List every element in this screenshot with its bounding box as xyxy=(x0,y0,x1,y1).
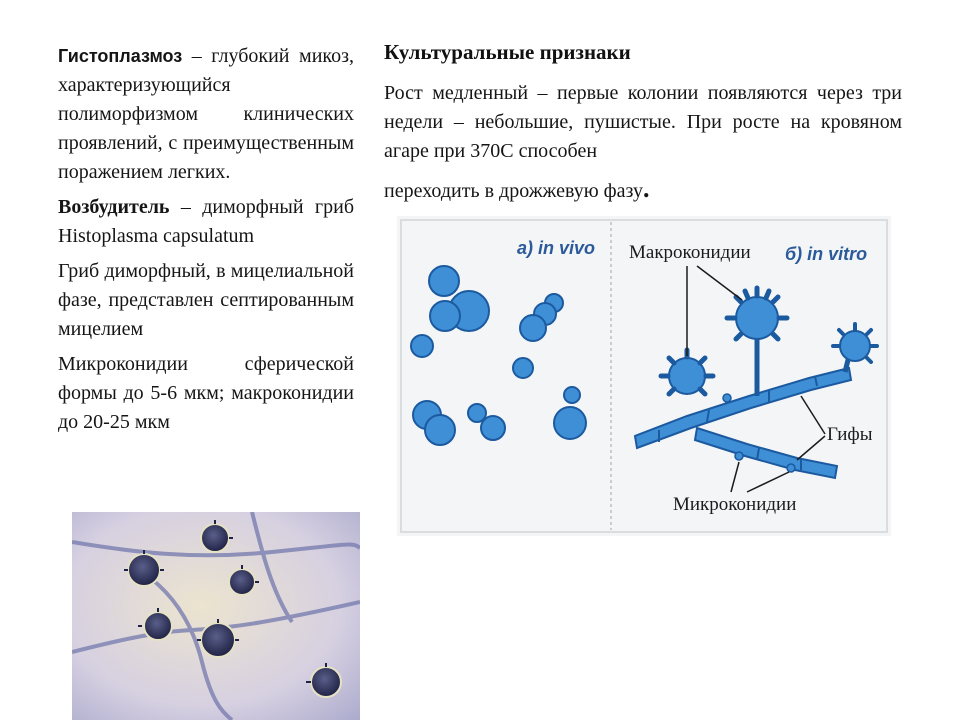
spore xyxy=(144,612,172,640)
left-text-column xyxy=(58,42,354,443)
spore xyxy=(311,667,341,697)
yeast-cell xyxy=(429,266,459,296)
pathogen-paragraph xyxy=(58,193,354,251)
spore xyxy=(128,554,160,586)
morphology-diagram xyxy=(397,216,891,536)
culture-last-line: переходить в дрожжевую фазу. xyxy=(384,174,650,203)
yeast-cell xyxy=(513,358,533,378)
culture-description xyxy=(384,79,902,206)
culture-text: Рост медленный – первые колонии появляются через три недели – небольшие, пушистые. При росте на кровяном агаре при 370С способен xyxy=(384,82,902,162)
yeast-cell xyxy=(468,404,486,422)
yeast-cell xyxy=(564,387,580,403)
spore xyxy=(229,569,255,595)
microconidium xyxy=(723,394,731,402)
label-in-vitro: б) in vitro xyxy=(785,244,868,264)
term-histoplasmosis: Гистоплазмоз xyxy=(58,46,183,66)
conidia-paragraph: Микроконидии сферической формы до 5-6 мкм; макроконидии до 20-25 мкм xyxy=(58,353,354,433)
dimorphic-paragraph: Гриб диморфный, в мицелиальной фазе, представлен септированным мицелием xyxy=(58,260,354,340)
microconidium xyxy=(735,452,743,460)
term-pathogen: Возбудитель xyxy=(58,196,170,218)
spore xyxy=(201,524,229,552)
yeast-cell xyxy=(425,415,455,445)
right-text-column xyxy=(384,40,902,206)
period-mark: . xyxy=(642,174,650,203)
definition-text: – глубокий микоз, характеризующийся полиморфизмом клинических проявлений, с преимущественным поражением легких. xyxy=(58,45,354,183)
yeast-cell xyxy=(430,301,460,331)
yeast-cell xyxy=(481,416,505,440)
microconidium xyxy=(787,464,795,472)
label-in-vivo: а) in vivo xyxy=(517,238,596,258)
yeast-cell xyxy=(411,335,433,357)
label-hyphae: Гифы xyxy=(827,424,873,445)
section-heading: Культуральные признаки xyxy=(384,40,631,64)
micrograph-image xyxy=(72,512,360,720)
yeast-cell xyxy=(554,407,586,439)
definition-paragraph xyxy=(58,42,354,187)
spore xyxy=(201,623,235,657)
label-microconidia: Микроконидии xyxy=(673,494,797,515)
label-macroconidia: Макроконидии xyxy=(629,242,751,263)
yeast-cell xyxy=(520,315,546,341)
pathogen-text: – диморфный гриб Histoplasma capsulatum xyxy=(58,196,354,247)
